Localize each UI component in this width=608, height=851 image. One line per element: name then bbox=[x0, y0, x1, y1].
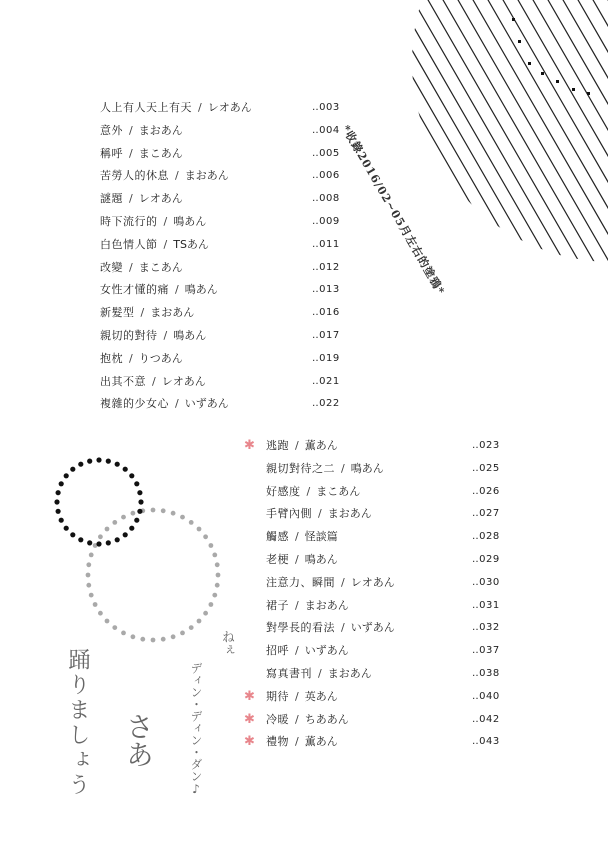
entry-pairing: 薫あん bbox=[304, 439, 338, 452]
toc-entry bbox=[100, 124, 183, 138]
entry-title: 招呼 bbox=[266, 644, 289, 658]
circle-dot bbox=[64, 473, 69, 478]
entry-page-number: ‥029 bbox=[472, 554, 500, 565]
entry-pairing: ちああん bbox=[304, 712, 349, 726]
circle-dot bbox=[105, 527, 110, 532]
entry-separator: / bbox=[175, 169, 179, 183]
circle-dot bbox=[64, 526, 69, 531]
circle-dot bbox=[123, 532, 128, 537]
entry-page-number: ‥016 bbox=[312, 307, 340, 319]
toc-entry bbox=[100, 283, 218, 297]
circle-dot bbox=[112, 625, 117, 630]
entry-separator: / bbox=[295, 644, 299, 658]
entry-title: 親切對待之二 bbox=[266, 461, 335, 475]
entry-title: 冷暖 bbox=[266, 712, 289, 726]
stripe-line bbox=[315, 0, 608, 480]
stripe-dot bbox=[541, 72, 544, 75]
circle-dot bbox=[87, 459, 92, 464]
circle-dot bbox=[70, 467, 75, 472]
toc-entry bbox=[100, 215, 206, 229]
circle-dot bbox=[86, 562, 91, 567]
circle-dot bbox=[215, 562, 220, 567]
entry-title: 好感度 bbox=[266, 484, 301, 498]
stripe-line bbox=[195, 0, 495, 480]
circle-dot bbox=[70, 532, 75, 537]
circle-dot bbox=[134, 518, 139, 523]
stripe-dot bbox=[518, 40, 521, 43]
circle-dot bbox=[197, 619, 202, 624]
entry-page-number: ‥019 bbox=[312, 352, 340, 364]
entry-page-number: ‥004 bbox=[312, 124, 340, 136]
entry-page-number: ‥025 bbox=[472, 462, 500, 474]
circle-dot bbox=[151, 508, 156, 513]
entry-pairing: 鳴あん bbox=[184, 283, 218, 297]
entry-separator: / bbox=[198, 101, 202, 114]
entry-separator: / bbox=[295, 530, 299, 544]
circle-dot bbox=[98, 534, 103, 539]
circle-dot bbox=[131, 634, 136, 639]
circle-dot bbox=[161, 637, 166, 642]
entry-title: 女性才懂的痛 bbox=[100, 283, 169, 297]
entry-title: 老梗 bbox=[266, 553, 289, 566]
circle-dot bbox=[216, 573, 221, 578]
entry-page-number: ‥008 bbox=[312, 193, 340, 205]
entry-page-number: ‥027 bbox=[472, 508, 500, 520]
entry-page-number: ‥026 bbox=[472, 485, 500, 497]
stripe-line bbox=[225, 0, 525, 480]
entry-pairing: まおあん bbox=[138, 123, 183, 137]
toc-entry bbox=[100, 169, 229, 183]
entry-pairing: いずあん bbox=[350, 621, 395, 635]
entry-separator: / bbox=[295, 598, 299, 612]
entry-title: 苦勞人的休息 bbox=[100, 169, 169, 183]
toc-entry bbox=[266, 621, 395, 635]
entry-pairing: 薫あん bbox=[304, 735, 338, 749]
circle-dot bbox=[56, 490, 61, 495]
circle-dot bbox=[212, 593, 217, 598]
entry-pairing: レオあん bbox=[207, 101, 252, 114]
entry-title: 觸感 bbox=[266, 530, 289, 544]
circle-dot bbox=[189, 520, 194, 525]
entry-pairing: 英あん bbox=[304, 689, 338, 703]
toc-entry bbox=[266, 644, 349, 658]
entry-pairing: レオあん bbox=[350, 575, 395, 589]
entry-pairing: まおあん bbox=[150, 306, 195, 320]
toc-entry bbox=[266, 667, 372, 681]
entry-pairing: いずあん bbox=[184, 397, 229, 411]
circle-dot bbox=[131, 511, 136, 516]
circle-dot bbox=[93, 602, 98, 607]
entry-title: 複雜的少女心 bbox=[100, 397, 169, 411]
circle-dot bbox=[161, 508, 166, 513]
entry-title: 出其不意 bbox=[100, 374, 146, 388]
star-mark-icon: ✱ bbox=[244, 711, 255, 727]
entry-separator: / bbox=[163, 215, 168, 228]
circle-dot bbox=[171, 511, 176, 516]
entry-page-number: ‥021 bbox=[312, 375, 340, 387]
entry-separator: / bbox=[341, 461, 345, 475]
circle-dot bbox=[106, 459, 111, 464]
entry-pairing: 鳴あん bbox=[304, 553, 338, 566]
star-mark-icon: ✱ bbox=[244, 438, 255, 453]
stripe-line bbox=[345, 0, 608, 480]
entry-title: 時下流行的 bbox=[100, 215, 158, 228]
circle-dot bbox=[89, 553, 94, 558]
circle-dot bbox=[209, 543, 214, 548]
toc-entry bbox=[266, 553, 338, 567]
entry-title: 寫真書刊 bbox=[266, 667, 312, 680]
stripe-dot bbox=[572, 88, 575, 91]
entry-page-number: ‥011 bbox=[312, 238, 340, 250]
entry-separator: / bbox=[129, 260, 133, 274]
circle-dot bbox=[54, 499, 59, 504]
entry-separator: / bbox=[341, 621, 345, 635]
circle-dot bbox=[96, 457, 101, 462]
entry-pairing: まこあん bbox=[316, 484, 361, 498]
stripe-line bbox=[207, 0, 510, 480]
lyric-line-2: ディン・ディン・ダン♪ bbox=[189, 662, 203, 796]
entry-pairing: レオあん bbox=[161, 374, 206, 388]
entry-title: 改變 bbox=[100, 260, 123, 274]
entry-pairing: りつあん bbox=[138, 351, 183, 365]
entry-separator: / bbox=[140, 306, 145, 320]
toc-entry bbox=[100, 192, 183, 206]
circle-dot bbox=[189, 625, 194, 630]
star-mark-icon: ✱ bbox=[244, 688, 255, 704]
circle-dot bbox=[59, 481, 64, 486]
toc-entry bbox=[266, 690, 338, 704]
lyric-line-4: 踊りましょう bbox=[65, 648, 90, 798]
entry-pairing: 鳴あん bbox=[173, 329, 207, 342]
toc-entry bbox=[266, 713, 349, 727]
circle-dot bbox=[78, 537, 83, 542]
circle-dot bbox=[115, 462, 120, 467]
entry-separator: / bbox=[129, 192, 133, 206]
circle-dot bbox=[87, 540, 92, 545]
circle-dot bbox=[129, 526, 134, 531]
circle-dot bbox=[171, 634, 176, 639]
entry-pairing: まおあん bbox=[327, 667, 372, 680]
entry-pairing: まこあん bbox=[138, 146, 183, 160]
black-dotted-circle bbox=[54, 457, 143, 546]
circle-dot bbox=[96, 541, 101, 546]
circle-dot bbox=[86, 573, 91, 578]
entry-title: 親切的對待 bbox=[100, 329, 158, 342]
entry-title: 逃跑 bbox=[266, 439, 289, 452]
circle-dot bbox=[112, 520, 117, 525]
toc-entry bbox=[266, 462, 384, 476]
toc-entry bbox=[100, 352, 183, 366]
circle-dot bbox=[138, 499, 143, 504]
entry-page-number: ‥022 bbox=[312, 398, 340, 410]
entry-pairing: まこあん bbox=[138, 260, 183, 274]
entry-page-number: ‥030 bbox=[472, 576, 500, 588]
circle-dot bbox=[209, 602, 214, 607]
toc-entry bbox=[100, 397, 229, 411]
entry-page-number: ‥037 bbox=[472, 645, 500, 657]
collection-note: *收錄2016/02~05月左右的塗鴉* bbox=[339, 123, 448, 298]
entry-pairing: まおあん bbox=[304, 598, 349, 612]
entry-page-number: ‥009 bbox=[312, 216, 340, 227]
circle-dot bbox=[105, 619, 110, 624]
entry-separator: / bbox=[295, 712, 299, 726]
lyric-line-1: ねぇ bbox=[219, 630, 234, 656]
gray-dotted-circle bbox=[86, 508, 221, 643]
entry-page-number: ‥043 bbox=[472, 736, 500, 748]
entry-title: 注意力、瞬間 bbox=[266, 575, 335, 589]
toc-entry bbox=[266, 507, 372, 521]
entry-title: 謎題 bbox=[100, 192, 123, 206]
circle-dot bbox=[78, 462, 83, 467]
entry-pairing: レオあん bbox=[138, 192, 183, 206]
circle-dot bbox=[121, 515, 126, 520]
entry-separator: / bbox=[129, 123, 133, 137]
entry-title: 期待 bbox=[266, 689, 289, 703]
circle-dot bbox=[123, 467, 128, 472]
entry-separator: / bbox=[129, 146, 133, 160]
circle-dot bbox=[197, 527, 202, 532]
circle-dot bbox=[115, 537, 120, 542]
circle-dot bbox=[86, 583, 91, 588]
toc-entry bbox=[100, 147, 183, 161]
entry-separator: / bbox=[318, 667, 322, 680]
entry-page-number: ‥042 bbox=[472, 713, 500, 725]
entry-title: 意外 bbox=[100, 123, 123, 137]
entry-separator: / bbox=[295, 553, 299, 566]
toc-entry bbox=[100, 238, 209, 252]
circle-dot bbox=[106, 540, 111, 545]
entry-title: 新髮型 bbox=[100, 306, 135, 320]
circle-dot bbox=[137, 509, 142, 514]
entry-title: 人上有人天上有天 bbox=[100, 101, 192, 114]
circle-dot bbox=[151, 638, 156, 643]
circle-dot bbox=[134, 481, 139, 486]
circle-dot bbox=[137, 490, 142, 495]
entry-separator: / bbox=[295, 735, 299, 749]
entry-title: 抱枕 bbox=[100, 351, 123, 365]
circle-dot bbox=[129, 473, 134, 478]
lyric-line-3: さあ bbox=[122, 712, 155, 768]
circle-dot bbox=[56, 509, 61, 514]
entry-pairing: まおあん bbox=[184, 169, 229, 183]
toc-entry bbox=[100, 261, 183, 275]
entry-page-number: ‥038 bbox=[472, 668, 500, 679]
toc-entry bbox=[266, 735, 338, 749]
entry-page-number: ‥032 bbox=[472, 622, 500, 634]
toc-entry bbox=[266, 485, 360, 499]
circle-dot bbox=[180, 515, 185, 520]
entry-separator: / bbox=[163, 329, 168, 342]
entry-page-number: ‥003 bbox=[312, 102, 340, 113]
entry-separator: / bbox=[129, 351, 133, 365]
entry-pairing: いずあん bbox=[304, 644, 349, 658]
circle-dot bbox=[212, 553, 217, 558]
stripe-dot bbox=[587, 92, 590, 95]
stripe-line bbox=[300, 0, 600, 480]
entry-separator: / bbox=[295, 689, 299, 703]
entry-page-number: ‥005 bbox=[312, 147, 340, 159]
entry-page-number: ‥013 bbox=[312, 284, 340, 296]
entry-title: 對學長的看法 bbox=[266, 621, 335, 635]
stripe-dot bbox=[528, 62, 531, 65]
entry-title: 手臂內側 bbox=[266, 507, 312, 521]
toc-entry bbox=[266, 530, 338, 544]
toc-entry bbox=[100, 306, 194, 320]
entry-title: 裙子 bbox=[266, 598, 289, 612]
circle-dot bbox=[215, 583, 220, 588]
entry-title: 白色情人節 bbox=[100, 237, 158, 251]
stripe-dot bbox=[556, 80, 559, 83]
circle-dot bbox=[180, 631, 185, 636]
entry-separator: / bbox=[318, 507, 322, 521]
entry-pairing: 鳴あん bbox=[173, 215, 207, 228]
entry-pairing: まおあん bbox=[327, 507, 372, 521]
star-mark-icon: ✱ bbox=[244, 734, 255, 750]
toc-entry bbox=[266, 576, 395, 590]
entry-page-number: ‥012 bbox=[312, 261, 340, 273]
entry-page-number: ‥023 bbox=[472, 440, 500, 451]
stripe-dot bbox=[512, 18, 515, 21]
entry-pairing: TSあん bbox=[173, 237, 209, 251]
entry-separator: / bbox=[295, 439, 299, 452]
toc-entry bbox=[266, 439, 338, 453]
entry-title: 稱呼 bbox=[100, 146, 123, 160]
entry-separator: / bbox=[175, 397, 179, 411]
circle-dot bbox=[203, 611, 208, 616]
entry-page-number: ‥040 bbox=[472, 690, 500, 702]
entry-page-number: ‥031 bbox=[472, 599, 500, 611]
circle-dot bbox=[98, 611, 103, 616]
entry-pairing: 鳴あん bbox=[350, 461, 384, 475]
circle-dot bbox=[89, 593, 94, 598]
entry-separator: / bbox=[163, 237, 168, 251]
entry-page-number: ‥006 bbox=[312, 170, 340, 182]
stripe-line bbox=[240, 0, 540, 480]
circle-dot bbox=[121, 631, 126, 636]
toc-entry bbox=[100, 375, 206, 389]
circle-dot bbox=[140, 637, 145, 642]
entry-separator: / bbox=[341, 575, 345, 589]
entry-separator: / bbox=[306, 484, 311, 498]
circle-dot bbox=[203, 534, 208, 539]
stripe-line bbox=[405, 0, 608, 480]
toc-entry bbox=[100, 329, 206, 343]
entry-pairing: 怪談篇 bbox=[304, 530, 338, 544]
entry-page-number: ‥028 bbox=[472, 531, 500, 543]
entry-title: 禮物 bbox=[266, 735, 289, 749]
toc-entry bbox=[266, 599, 349, 613]
entry-separator: / bbox=[175, 283, 179, 297]
entry-separator: / bbox=[152, 374, 156, 388]
toc-entry bbox=[100, 101, 252, 115]
entry-page-number: ‥017 bbox=[312, 330, 340, 341]
circle-dot bbox=[59, 518, 64, 523]
